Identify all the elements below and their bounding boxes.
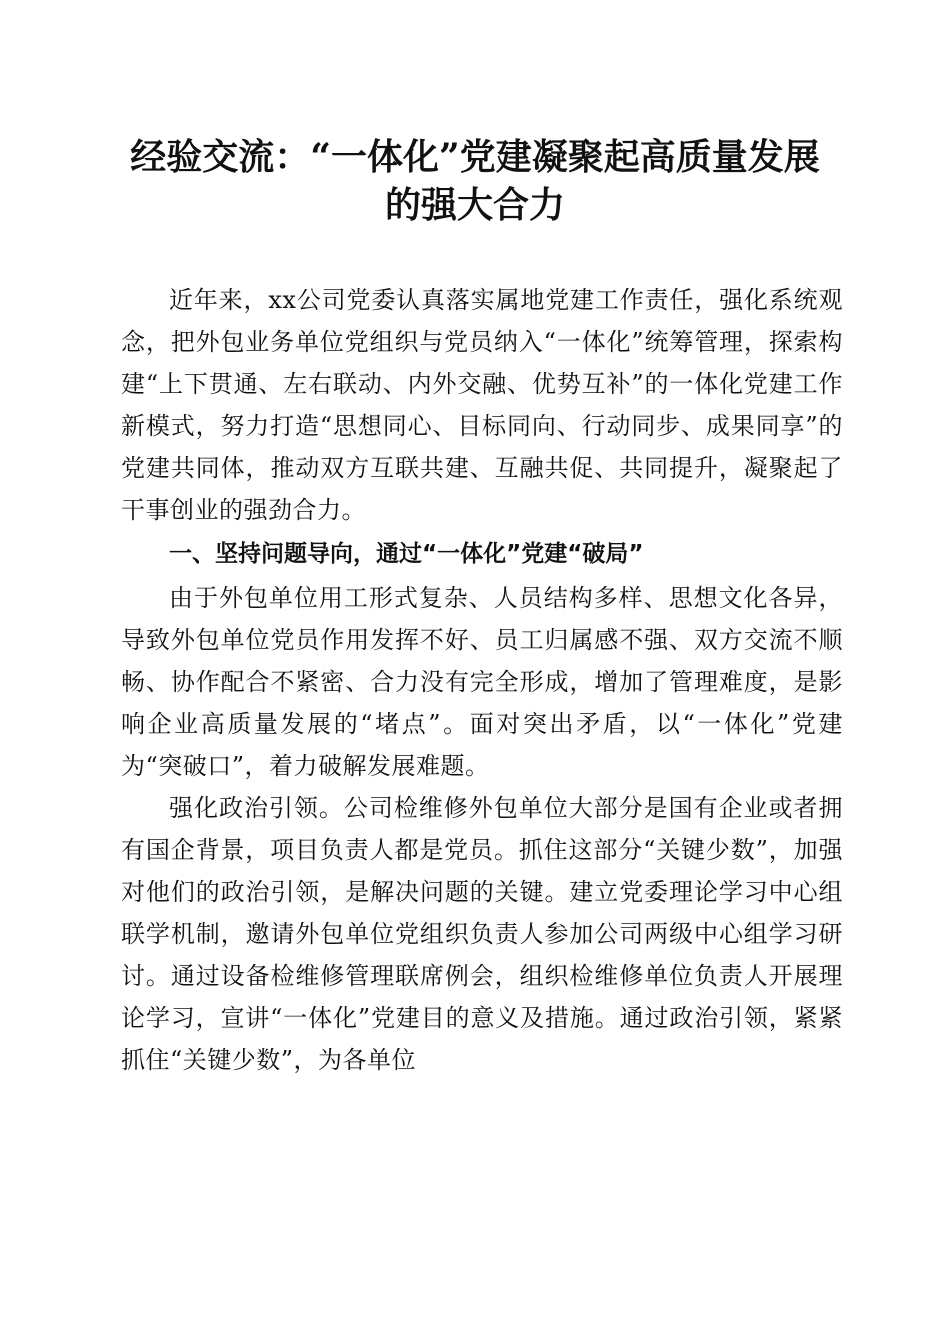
paragraph-political-guidance: 强化政治引领。公司检维修外包单位大部分是国有企业或者拥有国企背景，项目负责人都是党员。抓住这部分“关键少数”，加强对他们的政治引领，是解决问题的关键。建立党委理论学习中心组联学机制，邀请外包单位党组织负责人参加公司两级中心组学习研讨。通过设备检维修管理联席例会，组织检维修单位负责人开展理论学习，宣讲“一体化”党建目的意义及措施。通过政治引领，紧紧抓住“关键少数”，为各单位 — [121, 794, 843, 1074]
document-title — [90, 133, 860, 229]
title-line-2: 的强大合力 — [384, 184, 565, 226]
document-body — [121, 279, 843, 1081]
paragraph-intro: 近年来，xx公司党委认真落实属地党建工作责任，强化系统观念，把外包业务单位党组织与党员纳入“一体化”统筹管理，探索构建“上下贯通、左右联动、内外交融、优势互补”的一体化党建工作新模式，努力打造“思想同心、目标同向、行动同步、成果同享”的党建共同体，推动双方互联共建、互融共促、共同提升，凝聚起了干事创业的强劲合力。 — [121, 286, 843, 524]
paragraph-problem: 由于外包单位用工形式复杂、人员结构多样、思想文化各异，导致外包单位党员作用发挥不好、员工归属感不强、双方交流不顺畅、协作配合不紧密、合力没有完全形成，增加了管理难度，是影响企业高质量发展的“堵点”。面对突出矛盾，以“一体化”党建为“突破口”，着力破解发展难题。 — [121, 584, 843, 780]
section-heading-1: 一、坚持问题导向，通过“一体化”党建“破局” — [169, 541, 644, 567]
title-line-1: 经验交流：“一体化”党建凝聚起高质量发展 — [130, 136, 820, 178]
